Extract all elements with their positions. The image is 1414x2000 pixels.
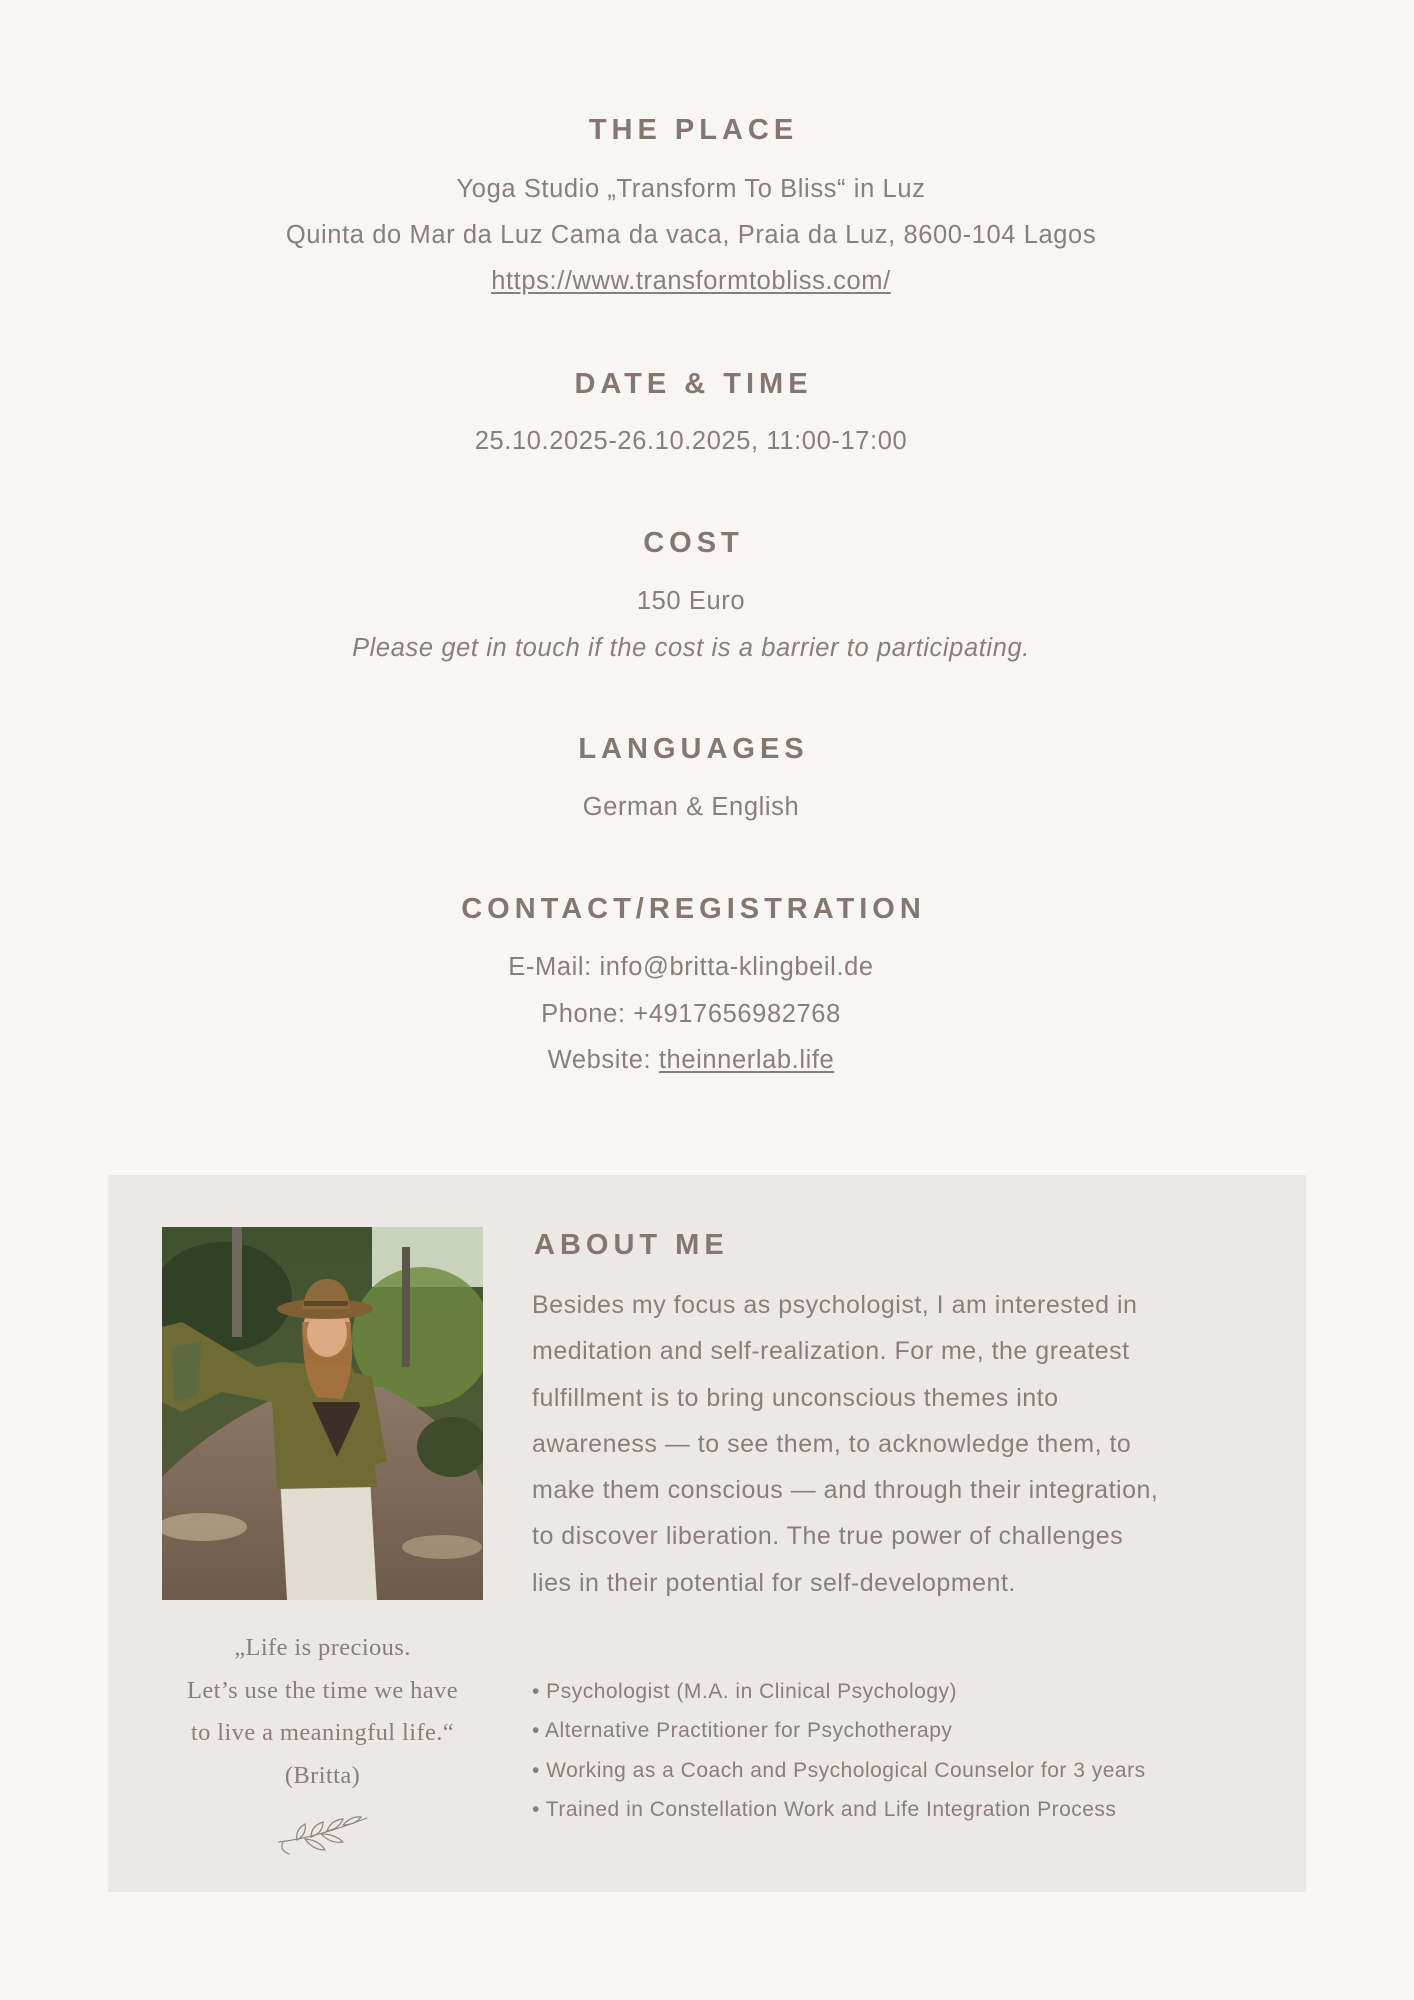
- quote-line: to live a meaningful life.“: [190, 1719, 455, 1746]
- place-website-link[interactable]: https://www.transformtobliss.com/: [491, 267, 891, 295]
- paragraph-line: make them conscious — and through their integration,: [532, 1476, 1159, 1505]
- paragraph-line: awareness — to see them, to acknowledge them, to: [532, 1429, 1132, 1458]
- paragraph-line: meditation and self-realization. For me, the greatest: [532, 1337, 1130, 1366]
- profile-photo: [162, 1227, 483, 1600]
- place-address: Quinta do Mar da Luz Cama da vaca, Praia da Luz, 8600-104 Lagos: [285, 221, 1097, 249]
- list-item: • Psychologist (M.A. in Clinical Psychology): [532, 1680, 957, 1703]
- about-me-section: [108, 1175, 1306, 1892]
- contact-website-row: [0, 1044, 1382, 1076]
- cost-value: 150 Euro: [636, 587, 746, 615]
- list-item: • Working as a Coach and Psychological Counselor for 3 years: [532, 1758, 1146, 1782]
- languages-value: German & English: [582, 793, 800, 821]
- list-item: • Trained in Constellation Work and Life Integration Process: [532, 1797, 1117, 1821]
- contact-heading: CONTACT/REGISTRATION: [461, 893, 926, 925]
- contact-email[interactable]: E-Mail: info@britta-klingbeil.de: [508, 953, 874, 981]
- cost-heading: COST: [643, 527, 744, 559]
- contact-website-link[interactable]: theinnerlab.life: [658, 1046, 835, 1074]
- cost-note: Please get in touch if the cost is a barrier to participating.: [352, 634, 1030, 662]
- paragraph-line: fulfillment is to bring unconscious themes into: [532, 1383, 1059, 1412]
- paragraph-line: to discover liberation. The true power of challenges: [532, 1522, 1124, 1551]
- datetime-heading: DATE & TIME: [574, 368, 813, 400]
- list-item: • Alternative Practitioner for Psychotherapy: [532, 1719, 953, 1743]
- olive-branch-icon: [275, 1812, 371, 1856]
- languages-heading: LANGUAGES: [578, 733, 809, 765]
- about-me-heading: ABOUT ME: [534, 1229, 729, 1261]
- credentials-list: [532, 1672, 1146, 1829]
- paragraph-line: lies in their potential for self-development.: [532, 1568, 1016, 1597]
- about-me-paragraph: [532, 1282, 1158, 1606]
- quote-attribution: (Britta): [284, 1761, 361, 1789]
- place-link-row: [0, 265, 1382, 297]
- datetime-value: 25.10.2025-26.10.2025, 11:00-17:00: [474, 427, 908, 455]
- quote-line: Let’s use the time we have: [187, 1676, 458, 1704]
- place-studio: Yoga Studio „Transform To Bliss“ in Luz: [456, 175, 926, 203]
- paragraph-line: Besides my focus as psychologist, I am interested in: [532, 1291, 1138, 1319]
- place-heading: THE PLACE: [588, 114, 799, 146]
- quote-line: „Life is precious.: [234, 1634, 411, 1661]
- contact-website-label: Website:: [547, 1046, 659, 1074]
- personal-quote: [162, 1627, 483, 1797]
- contact-phone[interactable]: Phone: +4917656982768: [541, 1000, 841, 1028]
